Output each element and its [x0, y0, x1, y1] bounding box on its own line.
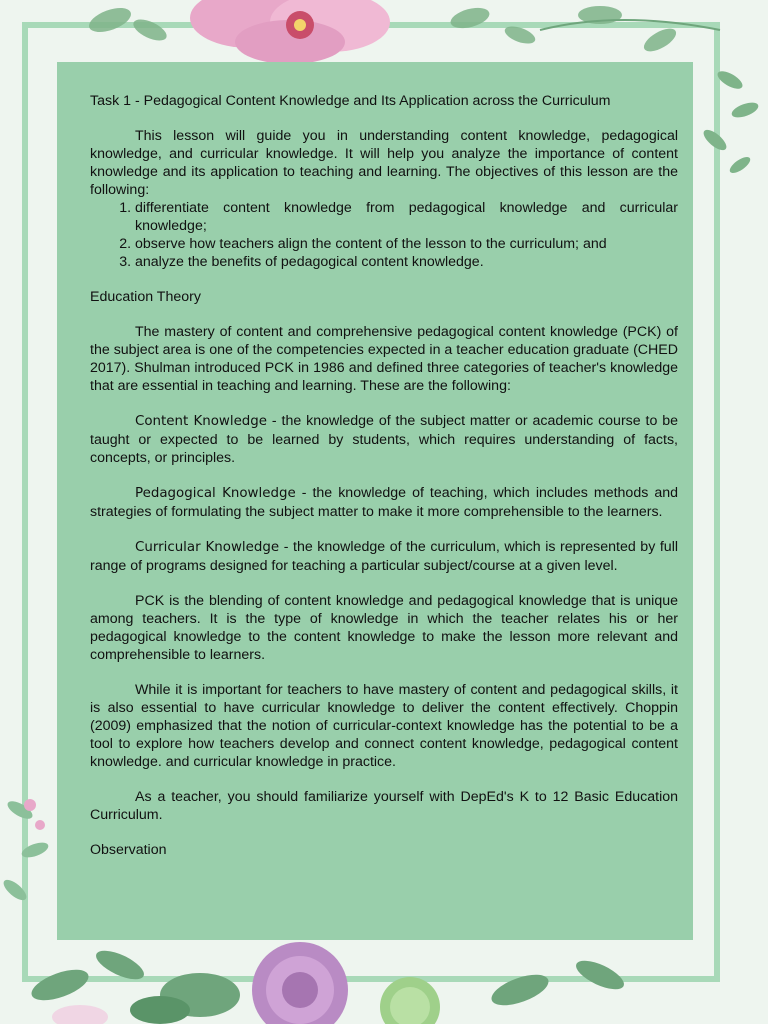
- definition-term: Curricular Knowledge: [135, 540, 280, 555]
- objectives-list: [90, 199, 678, 271]
- definition-content-knowledge: [90, 412, 678, 467]
- task-title: Task 1 - Pedagogical Content Knowledge and Its Application across the Curriculum: [90, 93, 611, 109]
- theory-intro-paragraph: The mastery of content and comprehensive pedagogical content knowledge (PCK) of the subject area is one of the competencies expected in a teacher education graduate (CHED 2017). Shulman introduced PCK in 1986 and defined three categories of teacher's knowledge that are essential in teaching and learning. These are the following:: [90, 324, 678, 394]
- importance-paragraph: While it is important for teachers to have mastery of content and pedagogical skills, it is also essential to have curricular knowledge to deliver the content effectively. Choppin (2009) emphasized that the notion of curricular-context knowledge has the potential to be a tool to explore how teachers develop and connect content knowledge, pedagogical content knowledge. and curricular knowledge in practice.: [90, 682, 678, 770]
- deped-paragraph: As a teacher, you should familiarize yourself with DepEd's K to 12 Basic Education Curriculum.: [90, 789, 678, 823]
- objective-item: 2. observe how teachers align the content of the lesson to the curriculum; and: [135, 235, 678, 253]
- pck-paragraph: PCK is the blending of content knowledge and pedagogical knowledge that is unique among teachers. It is the type of knowledge in which the teacher relates his or her pedagogical knowledge to the content knowledge to make the lesson more relevant and comprehensible to learners.: [90, 593, 678, 663]
- objective-item: 3. analyze the benefits of pedagogical content knowledge.: [135, 253, 678, 271]
- definition-text: - the knowledge of teaching, which includes methods and strategies of formulating the subject matter to make it more comprehensible to the learners.: [90, 485, 679, 520]
- section-heading-observation: Observation: [90, 842, 167, 858]
- definition-term: Pedagogical Knowledge: [135, 486, 296, 501]
- definition-term: Content Knowledge: [135, 414, 268, 429]
- definition-pedagogical-knowledge: [90, 484, 678, 521]
- objective-item: 1. differentiate content knowledge from pedagogical knowledge and curricular knowledge;: [135, 199, 678, 235]
- section-heading-education-theory: Education Theory: [90, 289, 201, 305]
- content-card: [57, 62, 693, 940]
- definition-text: - the knowledge of the subject matter or academic course to be taught or expected to be learned by students, which requires understanding of facts, concepts, or principles.: [90, 413, 679, 466]
- intro-paragraph: This lesson will guide you in understanding content knowledge, pedagogical knowledge, and curricular knowledge. It will help you analyze the importance of content knowledge and its application to teaching and learning. The objectives of this lesson are the following:: [90, 128, 678, 198]
- definition-text: - the knowledge of the curriculum, which is represented by full range of programs designed for teaching a particular subject/course at a given level.: [90, 539, 678, 574]
- definition-curricular-knowledge: [90, 538, 678, 575]
